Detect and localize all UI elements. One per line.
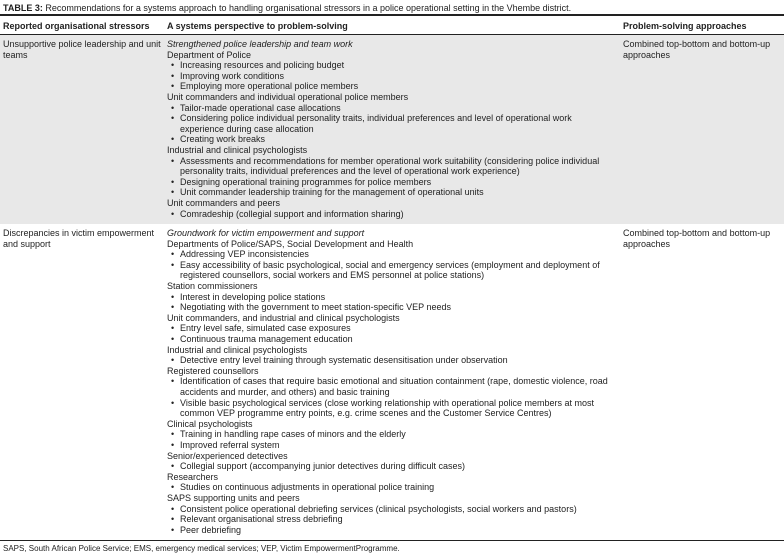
recommendation-list xyxy=(167,103,617,145)
approach-cell: Combined top-bottom and bottom-up approaches xyxy=(620,35,784,225)
list-item: • Consistent police operational debriefing services (clinical psychologists, social workers and pastors) xyxy=(180,504,617,515)
recommendation-list xyxy=(167,376,617,418)
list-item: • Tailor-made operational case allocations xyxy=(180,103,617,114)
group-heading: Station commissioners xyxy=(167,281,258,292)
perspective-cell xyxy=(164,35,620,225)
list-item: • Easy accessibility of basic psychological, social and emergency services (employment and deployment of registered counsellors, social workers and EMS personnel at police stations) xyxy=(180,260,617,281)
table-row xyxy=(0,35,784,225)
list-item: • Negotiating with the government to meet station-specific VEP needs xyxy=(180,302,617,313)
list-item: • Addressing VEP inconsistencies xyxy=(180,249,617,260)
perspective-title: Strengthened police leadership and team work xyxy=(167,39,353,49)
group-heading: Industrial and clinical psychologists xyxy=(167,144,308,155)
group-heading: Department of Police xyxy=(167,49,252,60)
group-heading: Researchers xyxy=(167,471,219,482)
list-item: • Peer debriefing xyxy=(180,525,617,536)
header-systems-perspective: A systems perspective to problem-solving xyxy=(164,15,620,35)
list-item: • Comradeship (collegial support and information sharing) xyxy=(180,209,617,220)
table-header-row xyxy=(0,15,784,35)
group-heading: Senior/experienced detectives xyxy=(167,450,288,461)
header-stressors: Reported organisational stressors xyxy=(0,15,164,35)
group-heading: Registered counsellors xyxy=(167,365,259,376)
approach-cell: Combined top-bottom and bottom-up approaches xyxy=(620,224,784,541)
list-item: • Interest in developing police stations xyxy=(180,292,617,303)
list-item: • Improved referral system xyxy=(180,440,617,451)
group-heading: SAPS supporting units and peers xyxy=(167,492,300,503)
list-item: • Designing operational training programmes for police members xyxy=(180,177,617,188)
recommendation-list xyxy=(167,482,617,493)
list-item: • Detective entry level training through systematic desensitisation under observation xyxy=(180,355,617,366)
list-item: • Studies on continuous adjustments in operational police training xyxy=(180,482,617,493)
perspective-title: Groundwork for victim empowerment and support xyxy=(167,228,365,239)
stressor-cell: Discrepancies in victim empowerment and support xyxy=(0,224,164,541)
group-heading: Industrial and clinical psychologists xyxy=(167,344,308,355)
recommendations-table xyxy=(0,14,784,541)
recommendation-list xyxy=(167,249,617,281)
table-caption xyxy=(3,3,571,13)
list-item: • Unit commander leadership training for the management of operational units xyxy=(180,187,617,198)
perspective-cell xyxy=(164,224,620,541)
stressor-cell: Unsupportive police leadership and unit teams xyxy=(0,35,164,225)
group-heading: Departments of Police/SAPS, Social Development and Health xyxy=(167,238,414,249)
recommendation-list xyxy=(167,429,617,450)
group-heading: Unit commanders, and industrial and clinical psychologists xyxy=(167,312,400,323)
list-item: • Visible basic psychological services (close working relationship with operational police members at most common VEP programme entry points, e.g. crime scenes and the Customer Service Centres) xyxy=(180,398,617,419)
list-item: • Creating work breaks xyxy=(180,134,617,145)
recommendation-list xyxy=(167,323,617,344)
list-item: • Collegial support (accompanying junior detectives during difficult cases) xyxy=(180,461,617,472)
caption-text: Recommendations for a systems approach to handling organisational stressors in a police operational setting in the Vhembe district. xyxy=(45,3,572,13)
table-row xyxy=(0,224,784,541)
list-item: • Employing more operational police members xyxy=(180,81,617,92)
list-item: • Entry level safe, simulated case exposures xyxy=(180,323,617,334)
list-item: • Assessments and recommendations for member operational work suitability (considering police individual personality traits, individual preferences and the level of operational work experience) xyxy=(180,156,617,177)
header-approaches: Problem-solving approaches xyxy=(620,15,784,35)
list-item: • Identification of cases that require basic emotional and situation containment (rape, domestic violence, road accidents and murder, and others) and basic training xyxy=(180,376,617,397)
group-heading: Unit commanders and peers xyxy=(167,197,281,208)
list-item: • Relevant organisational stress debriefing xyxy=(180,514,617,525)
list-item: • Increasing resources and policing budget xyxy=(180,60,617,71)
table-footnote: SAPS, South African Police Service; EMS, emergency medical services; VEP, Victim EmpowermentProgramme. xyxy=(3,544,400,553)
recommendation-list xyxy=(167,292,617,313)
recommendation-list xyxy=(167,461,617,472)
list-item: • Continuous trauma management education xyxy=(180,334,617,345)
list-item: • Considering police individual personality traits, individual preferences and level of operational work experience during case allocation xyxy=(180,113,617,134)
caption-label: TABLE 3: xyxy=(3,3,43,13)
list-item: • Training in handling rape cases of minors and the elderly xyxy=(180,429,617,440)
recommendation-list xyxy=(167,156,617,198)
group-heading: Clinical psychologists xyxy=(167,418,253,429)
recommendation-list xyxy=(167,209,617,220)
group-heading: Unit commanders and individual operational police members xyxy=(167,91,409,102)
recommendation-list xyxy=(167,355,617,366)
list-item: • Improving work conditions xyxy=(180,71,617,82)
recommendation-list xyxy=(167,60,617,92)
recommendation-list xyxy=(167,504,617,536)
